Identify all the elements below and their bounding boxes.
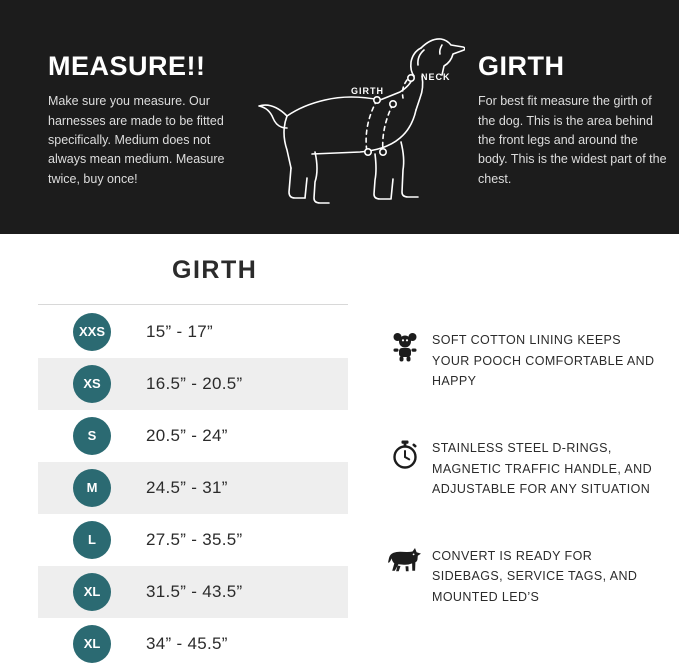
size-badge: L [73, 521, 111, 559]
size-badge: XL [73, 573, 111, 611]
girth-block [478, 52, 668, 189]
measure-block [48, 52, 238, 189]
dog-glyph [388, 548, 422, 574]
girth-headline: GIRTH [478, 51, 565, 81]
size-chart-section [0, 234, 679, 660]
feature-text: STAINLESS STEEL D-RINGS, MAGNETIC TRAFFIC HANDLE, AND ADJUSTABLE FOR ANY SITUATION [432, 440, 653, 497]
size-badge: XL [73, 625, 111, 663]
table-row [38, 566, 348, 618]
table-row [38, 410, 348, 462]
measure-body: Make sure you measure. Our harnesses are made to be fitted specifically. Medium does not always mean medium. Measure twice, buy once! [48, 94, 225, 186]
size-table [38, 304, 348, 670]
size-badge: XXS [73, 313, 111, 351]
size-badge-cell [38, 306, 146, 358]
stopwatch-glyph [391, 440, 419, 470]
size-range: 34” - 45.5” [146, 634, 228, 653]
size-badge: XS [73, 365, 111, 403]
dog-outline-icon [225, 18, 465, 218]
dog-icon [378, 546, 432, 574]
size-range: 20.5” - 24” [146, 426, 228, 445]
size-range: 16.5” - 20.5” [146, 358, 348, 410]
dog-diagram [225, 18, 465, 218]
size-badge-cell [38, 618, 146, 670]
feature-list [378, 330, 658, 654]
size-badge-cell [38, 410, 146, 462]
size-badge-cell [38, 358, 146, 410]
teddy-bear-glyph [391, 332, 419, 362]
size-badge-cell [38, 566, 146, 618]
size-range: 27.5” - 35.5” [146, 530, 243, 549]
diagram-neck-label: NECK [421, 72, 451, 82]
measure-headline: MEASURE!! [48, 51, 206, 81]
table-row [38, 306, 348, 358]
size-badge: M [73, 469, 111, 507]
table-row [38, 462, 348, 514]
size-chart-title: GIRTH [172, 256, 258, 284]
table-row [38, 514, 348, 566]
size-range: 24.5” - 31” [146, 462, 348, 514]
feature-text: SOFT COTTON LINING KEEPS YOUR POOCH COMFORTABLE AND HAPPY [432, 333, 655, 389]
teddy-bear-icon [378, 330, 432, 362]
table-row [38, 358, 348, 410]
size-badge: S [73, 417, 111, 455]
top-banner [0, 0, 679, 234]
size-badge-cell [38, 462, 146, 514]
diagram-girth-label: GIRTH [351, 86, 384, 96]
feature-item [378, 546, 658, 608]
girth-body: For best fit measure the girth of the dog. This is the area behind the front legs and around the body. This is the widest part of the chest. [478, 94, 667, 186]
size-badge-cell [38, 514, 146, 566]
feature-text: CONVERT IS READY FOR SIDEBAGS, SERVICE TAGS, AND MOUNTED LED’S [432, 548, 638, 604]
stopwatch-icon [378, 438, 432, 470]
table-row [38, 618, 348, 670]
feature-item [378, 330, 658, 392]
size-range: 31.5” - 43.5” [146, 566, 348, 618]
size-range: 15” - 17” [146, 322, 213, 341]
feature-item [378, 438, 658, 500]
